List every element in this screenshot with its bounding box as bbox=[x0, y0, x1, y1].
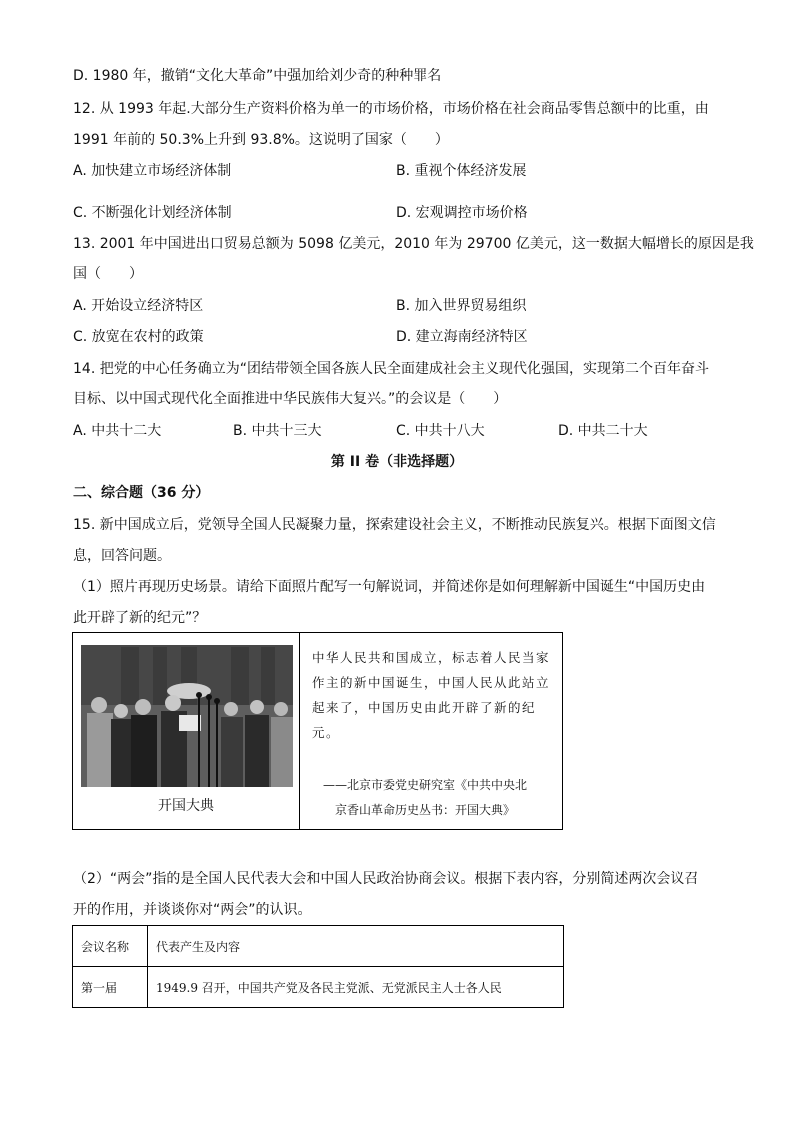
table-row bbox=[73, 967, 564, 1008]
q13-option-d: D. 建立海南经济特区 bbox=[396, 329, 528, 345]
q14-option-b: B. 中共十三大 bbox=[233, 423, 322, 439]
q12-option-d: D. 宏观调控市场价格 bbox=[396, 205, 528, 221]
q14-option-c: C. 中共十八大 bbox=[396, 423, 485, 439]
q14-option-d: D. 中共二十大 bbox=[558, 423, 648, 439]
q12-stem-line2: 1991 年前的 50.3%上升到 93.8%。这说明了国家（ ） bbox=[73, 132, 449, 148]
q12-option-c: C. 不断强化计划经济体制 bbox=[73, 205, 232, 221]
photo-caption: 开国大典 bbox=[158, 798, 214, 814]
q13-option-a: A. 开始设立经济特区 bbox=[73, 298, 204, 314]
meetings-table bbox=[72, 925, 564, 1008]
q14-option-a: A. 中共十二大 bbox=[73, 423, 162, 439]
founding-ceremony-photo bbox=[81, 645, 293, 787]
part2-title: 第 II 卷（非选择题） bbox=[330, 454, 464, 470]
quote-source-line1: ——北京市委党史研究室《中共中央北 bbox=[323, 778, 528, 792]
q15-sub2-line1: （2）“两会”指的是全国人民代表大会和中国人民政治协商会议。根据下表内容，分别简述两次会议召 bbox=[73, 871, 699, 887]
q15-sub2-line2: 开的作用，并谈谈你对“两会”的认识。 bbox=[73, 902, 312, 918]
quote-line: 元。 bbox=[312, 725, 341, 740]
q14-stem-line1: 14. 把党的中心任务确立为“团结带领全国各族人民全面建成社会主义现代化强国，实现第二个百年奋斗 bbox=[73, 361, 709, 377]
section-title: 二、综合题（36 分） bbox=[73, 485, 210, 501]
quote-line: 起来了，中国历史由此开辟了新的纪 bbox=[312, 700, 537, 715]
table-cell: 第一届 bbox=[73, 967, 148, 1008]
quote-line: 中华人民共和国成立，标志着人民当家 bbox=[312, 650, 551, 665]
q12-stem-line1: 12. 从 1993 年起.大部分生产资料价格为单一的市场价格，市场价格在社会商品零售总额中的比重，由 bbox=[73, 101, 709, 117]
quote-source-line2: 京香山革命历史丛书：开国大典》 bbox=[335, 803, 516, 817]
q15-sub1-line1: （1）照片再现历史场景。请给下面照片配写一句解说词，并简述你是如何理解新中国诞生“中国历史由 bbox=[73, 579, 706, 595]
q13-stem-line2: 国（ ） bbox=[73, 266, 143, 282]
q12-option-a: A. 加快建立市场经济体制 bbox=[73, 163, 232, 179]
table-cell: 1949.9 召开，中国共产党及各民主党派、无党派民主人士各人民 bbox=[148, 967, 564, 1008]
table-header-cell: 代表产生及内容 bbox=[148, 926, 564, 967]
box-divider bbox=[299, 633, 300, 829]
table-header-row bbox=[73, 926, 564, 967]
q15-sub1-line2: 此开辟了新的纪元”？ bbox=[73, 610, 207, 626]
q15-intro-line1: 15. 新中国成立后，党领导全国人民凝聚力量，探索建设社会主义，不断推动民族复兴。根据下面图文信 bbox=[73, 517, 716, 533]
photo-quote-box bbox=[72, 632, 563, 830]
q13-stem-line1: 13. 2001 年中国进出口贸易总额为 5098 亿美元，2010 年为 29700 亿美元，这一数据大幅增长的原因是我 bbox=[73, 236, 754, 252]
table-header-cell: 会议名称 bbox=[73, 926, 148, 967]
q13-option-c: C. 放宽在农村的政策 bbox=[73, 329, 204, 345]
quote-source bbox=[323, 773, 559, 823]
q11-option-d: D. 1980 年，撤销“文化大革命”中强加给刘少奇的种种罪名 bbox=[73, 68, 442, 84]
q12-option-b: B. 重视个体经济发展 bbox=[396, 163, 527, 179]
quote-text bbox=[312, 645, 556, 745]
q13-option-b: B. 加入世界贸易组织 bbox=[396, 298, 527, 314]
q14-stem-line2: 目标、以中国式现代化全面推进中华民族伟大复兴。”的会议是（ ） bbox=[73, 391, 508, 407]
q15-intro-line2: 息，回答问题。 bbox=[73, 548, 171, 564]
quote-line: 作主的新中国诞生，中国人民从此站立 bbox=[312, 675, 551, 690]
